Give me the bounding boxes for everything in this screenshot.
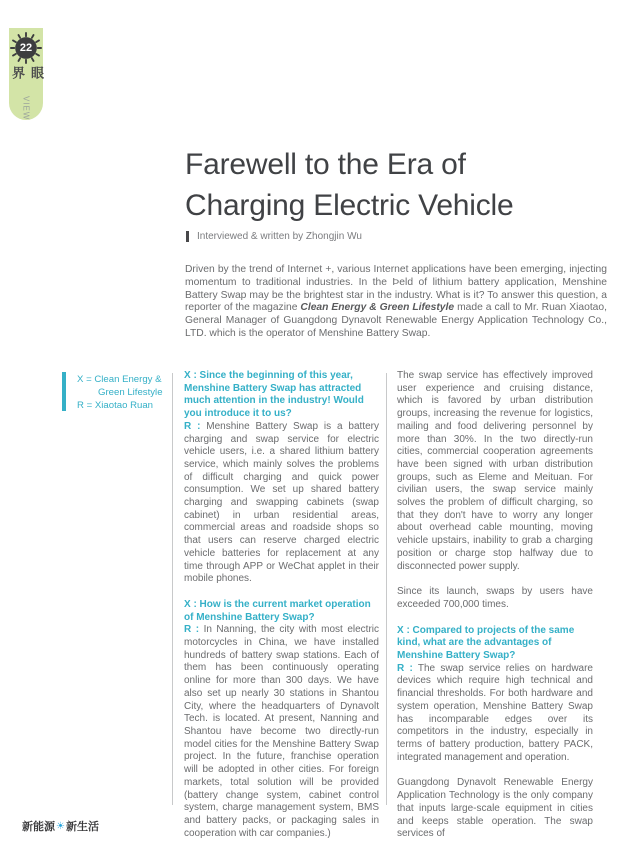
intro-paragraph	[185, 264, 607, 341]
interview-key-legend	[77, 373, 177, 412]
question-3: X : Compared to projects of the same kind, what are the advantages of Menshine Battery Swap?	[397, 624, 575, 662]
magazine-logo-left: 新能源	[22, 820, 55, 833]
paragraph-launch-stats: Since its launch, swaps by users have exceeded 700,000 times.	[397, 586, 593, 610]
section-title-english: VIEW	[21, 95, 31, 120]
page-number: 22	[19, 42, 33, 54]
section-title-chinese: 眼界	[9, 66, 43, 81]
answer-1-text: Menshine Battery Swap is a battery charging and swap service for electric vehicle users, i.e. a shared lithium battery service, which mainly solves the problems of difficult charging and quick power consumption. We set up shared battery charging and swapping cabinets (swap cabinet) in urban residential areas, commercial areas and roadside shops so that users can reserve charged electric vehicle batteries for replacement at any time through APP or WeChat applet in their mobile phones.	[184, 420, 379, 585]
answer-3-prefix: R :	[397, 662, 413, 674]
legend-line-x: X = Clean Energy &	[77, 374, 162, 385]
question-2: X : How is the current market operation of Menshine Battery Swap?	[184, 598, 371, 623]
article-title-line1: Farewell to the Era of	[185, 148, 466, 181]
article-title	[185, 144, 514, 226]
article-column-1	[184, 370, 379, 853]
article-title-line2: Charging Electric Vehicle	[185, 189, 514, 222]
page-number-sun-icon	[10, 32, 42, 64]
sun-icon: ☀	[56, 820, 65, 832]
question-1: X : Since the beginning of this year, Menshine Battery Swap has attracted much attention in the industry! Would you introduce it to us?	[184, 370, 364, 420]
article-column-2	[397, 370, 593, 854]
intro-part1: Driven by the trend of Internet +, various Internet applications have been emerging, injecting momentum to traditional industries. In the Þeld of lithium battery application, Menshine Battery Swap may be the brightest star in the industry. What is it? To answer this question, a reporter of the magazine	[185, 264, 607, 314]
byline	[186, 231, 362, 242]
answer-2	[184, 624, 379, 840]
magazine-logo	[22, 818, 99, 834]
legend-line-r: R = Xiaotao Ruan	[77, 400, 154, 411]
section-tab	[9, 28, 43, 120]
byline-bar-icon	[186, 231, 189, 242]
answer-2-text: In Nanning, the city with most electric motorcycles in China, we have installed hundreds of battery swap stations. Each of them has been continuously operating online for more than 300 days. We have also set up nearly 30 stations in Shantou City, where the headquarters of Dynavolt Tech. is located. At present, Nanning and Shantou have become two directly-run model cities for the Menshine Battery Swap project. In the future, franchise operation will be adopted in other cities. For foreign markets, total solution will be provided (battery change system, cabinet control system, charge management system, BMS and battery packs, or packaging sales in cooperation with car companies.)	[184, 624, 379, 839]
answer-3-text: The swap service relies on hardware devices which require high technical and financial thresholds. For both hardware and system operation, Menshine Battery Swap has incomparable edges over its competitors in the industry, especially in terms of battery production, battery PACK, integrated management and operation.	[397, 662, 593, 763]
byline-text: Interviewed & written by Zhongjin Wu	[197, 231, 362, 242]
column-divider-left	[172, 373, 173, 805]
paragraph-dynavolt: Guangdong Dynavolt Renewable Energy Application Technology is the only company that inputs large-scale equipment in cities and keeps stable operation. The swap services of	[397, 777, 593, 840]
answer-1-prefix: R :	[184, 420, 201, 432]
magazine-name: Clean Energy & Green Lifestyle	[300, 302, 455, 314]
legend-accent-bar	[62, 372, 66, 411]
answer-2-prefix: R :	[184, 624, 200, 636]
answer-1	[184, 421, 379, 586]
legend-line-x2: Green Lifestyle	[98, 387, 163, 398]
intro-part2: made a call to Mr. Ruan Xiaotao, General Manager of Guangdong Dynavolt Renewable Energy Application Technology Co., LTD. which is the operator of Menshine Battery Swap.	[185, 302, 607, 339]
magazine-logo-right: 新生活	[65, 820, 99, 833]
column-divider-middle	[386, 373, 387, 805]
answer-3	[397, 663, 593, 765]
paragraph-swap-service: The swap service has effectively improved user experience and cruising distance, which is favored by urban distribution groups, increasing the revenue for logistics, mailing and food delivering personnel by more than 30%. In the two directly-run cities, commercial cooperation agreements have been signed with urban distribution groups, such as Eleme and Meituan. For civilian users, the swap service mainly solves the problem of difficult charging, so that they don't have to worry any longer about overhead cable mounting, moving vehicle upstairs, inability to grab a charging position or charge stop halfway due to disconnected power supply.	[397, 370, 593, 572]
